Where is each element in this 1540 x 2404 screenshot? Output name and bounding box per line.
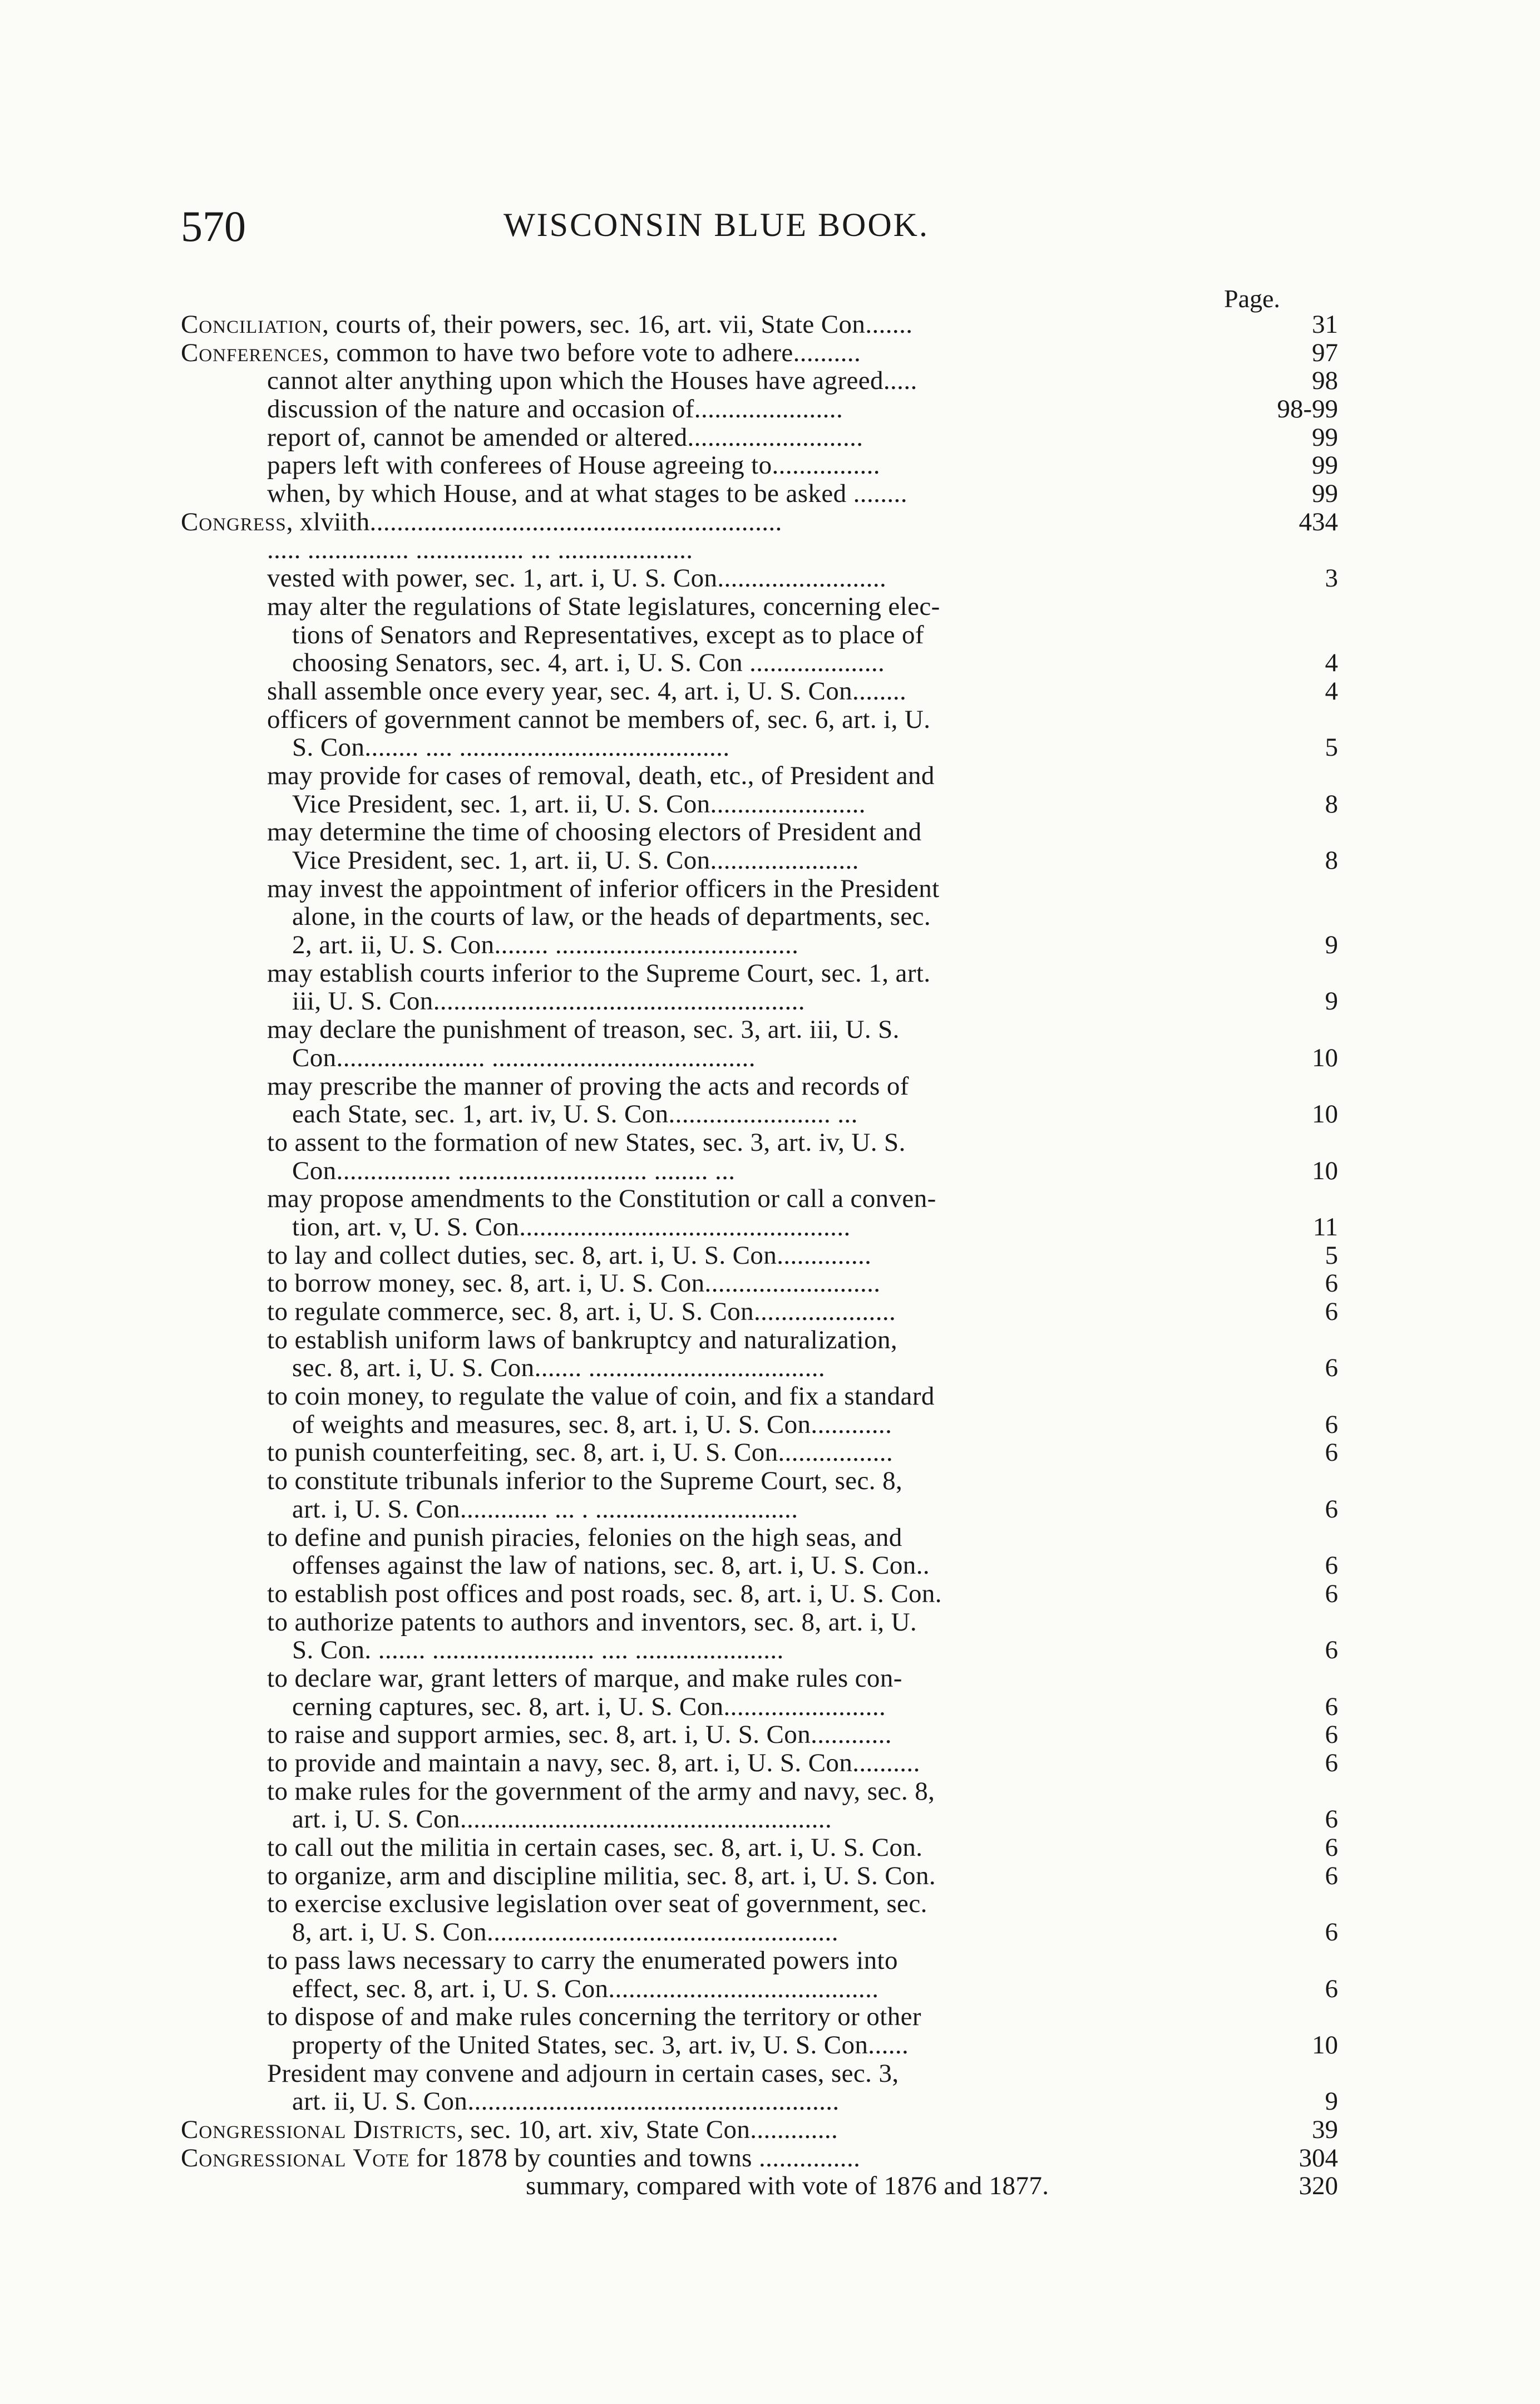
index-entry-text — [181, 1129, 1227, 1157]
index-entry-page: 6 — [1325, 1918, 1338, 1947]
index-entry-page: 9 — [1325, 2087, 1338, 2116]
index-entry — [181, 367, 1338, 395]
index-entry-body: to coin money, to regulate the value of coin, and fix a standard — [267, 1382, 935, 1411]
index-entry — [181, 1777, 1338, 1806]
index-entry — [181, 677, 1338, 706]
index-entry — [181, 1129, 1338, 1157]
index-entry — [181, 564, 1338, 593]
index-entry-text — [181, 508, 1227, 536]
index-entry — [181, 1862, 1338, 1890]
index-entry — [181, 1382, 1338, 1411]
index-entry-text — [181, 1326, 1227, 1354]
index-entry-text — [181, 395, 1227, 423]
index-entry-body: may establish courts inferior to the Supreme Court, sec. 1, art. — [267, 959, 931, 988]
index-entry-text — [181, 423, 1227, 452]
index-entry — [181, 1721, 1338, 1749]
index-entry-text — [181, 367, 1227, 395]
index-entry-page: 6 — [1325, 1720, 1338, 1750]
index-entry-text — [181, 1551, 1227, 1580]
index-entry-body: ..... ............... ................ ... .................... — [267, 536, 693, 565]
index-entry-text — [181, 1805, 1227, 1834]
index-entry-body: may propose amendments to the Constitution or call a conven- — [267, 1185, 936, 1213]
index-entries — [181, 311, 1338, 2200]
index-entry-body: Vice President, sec. 1, art. ii, U. S. Con...................... — [292, 846, 859, 875]
index-entry-text — [181, 2116, 1227, 2144]
page-header — [181, 201, 1294, 252]
index-entry-text — [181, 480, 1227, 508]
index-entry-text — [181, 706, 1227, 734]
index-entry-page: 8 — [1325, 846, 1338, 875]
index-entry-body: , common to have two before vote to adhere.......... — [323, 338, 861, 367]
index-entry-page: 6 — [1325, 1269, 1338, 1298]
index-entry-text — [181, 649, 1227, 677]
index-entry-page: 6 — [1325, 1297, 1338, 1327]
index-entry-text — [181, 2087, 1227, 2116]
index-entry-page: 10 — [1312, 1043, 1338, 1072]
index-entry-body: S. Con........ .... ........................................ — [292, 733, 730, 762]
index-entry-page: 6 — [1325, 1692, 1338, 1721]
index-entry-page: 434 — [1299, 507, 1338, 536]
index-entry-body: vested with power, sec. 1, art. i, U. S. Con......................... — [267, 564, 887, 593]
index-entry — [181, 846, 1338, 875]
index-entry-body: Vice President, sec. 1, art. ii, U. S. Con....................... — [292, 790, 866, 819]
index-entry-text — [181, 1100, 1227, 1129]
index-entry-text — [181, 1749, 1227, 1777]
index-entry — [181, 1580, 1338, 1608]
index-entry-text — [181, 875, 1227, 903]
index-entry-body: 2, art. ii, U. S. Con........ .................................... — [292, 931, 799, 959]
index-entry-heading: Congress — [181, 508, 287, 536]
index-entry-page: 98 — [1312, 366, 1338, 396]
index-entry-text — [181, 1608, 1227, 1637]
index-entry-text — [181, 339, 1227, 367]
index-entry-body: , xlviith............................................................. — [286, 508, 782, 536]
index-entry-body: , sec. 10, art. xiv, State Con............. — [457, 2115, 838, 2144]
index-entry-page: 6 — [1325, 1805, 1338, 1834]
index-entry-body: , courts of, their powers, sec. 16, art. vii, State Con....... — [322, 310, 913, 339]
index-entry — [181, 1693, 1338, 1721]
index-entry — [181, 339, 1338, 367]
index-entry-body: to raise and support armies, sec. 8, art. i, U. S. Con............ — [267, 1721, 892, 1750]
index-entry — [181, 2144, 1338, 2173]
index-entry — [181, 1524, 1338, 1552]
index-entry-page: 304 — [1299, 2143, 1338, 2173]
index-entry-body: to call out the militia in certain cases, sec. 8, art. i, U. S. Con. — [267, 1834, 923, 1862]
index-entry — [181, 1016, 1338, 1044]
index-entry-body: to constitute tribunals inferior to the Supreme Court, sec. 8, — [267, 1467, 903, 1495]
index-entry-body: to dispose of and make rules concerning the territory or other — [267, 2003, 921, 2031]
index-entry-body: may provide for cases of removal, death, etc., of President and — [267, 761, 935, 790]
index-entry-text — [181, 1834, 1227, 1862]
index-entry-text — [181, 1242, 1227, 1270]
index-entry — [181, 1918, 1338, 1947]
index-entry-heading: Congressional Districts — [181, 2115, 457, 2144]
index-entry-body: discussion of the nature and occasion of...................... — [267, 395, 843, 423]
index-entry-text — [181, 564, 1227, 593]
index-entry-page: 4 — [1325, 676, 1338, 706]
index-entry-page: 31 — [1312, 309, 1338, 339]
index-entry — [181, 2087, 1338, 2116]
index-entry — [181, 2172, 1338, 2200]
index-entry-body: each State, sec. 1, art. iv, U. S. Con........................ ... — [292, 1100, 858, 1129]
index-entry — [181, 1495, 1338, 1524]
index-entry-text — [181, 1947, 1227, 1975]
index-entry-text — [181, 987, 1227, 1016]
index-entry-text — [181, 2060, 1227, 2088]
index-entry-text — [181, 451, 1227, 480]
index-entry — [181, 931, 1338, 959]
index-entry-text — [181, 1721, 1227, 1749]
index-entry — [181, 1664, 1338, 1693]
index-entry-text — [181, 621, 1227, 649]
index-entry-body: offenses against the law of nations, sec. 8, art. i, U. S. Con.. — [292, 1551, 930, 1580]
index-entry-page: 8 — [1325, 789, 1338, 819]
index-entry-body: report of, cannot be amended or altered.......................... — [267, 423, 863, 452]
index-entry — [181, 1439, 1338, 1467]
index-entry — [181, 2003, 1338, 2031]
index-entry-text — [181, 762, 1227, 790]
index-entry-text — [181, 2172, 1227, 2200]
index-entry-text — [181, 2144, 1227, 2173]
index-entry — [181, 2116, 1338, 2144]
index-entry-page: 6 — [1325, 1579, 1338, 1608]
index-entry-body: summary, compared with vote of 1876 and 1877. — [526, 2172, 1049, 2201]
index-entry-page: 6 — [1325, 1635, 1338, 1665]
index-entry-body: to establish uniform laws of bankruptcy and naturalization, — [267, 1326, 898, 1354]
index-entry — [181, 536, 1338, 565]
index-entry-heading: Conciliation — [181, 310, 323, 339]
index-entry-text — [181, 1636, 1227, 1664]
index-entry — [181, 1213, 1338, 1242]
index-entry-page: 6 — [1325, 1410, 1338, 1439]
index-entry — [181, 508, 1338, 536]
index-entry-body: art. i, U. S. Con............. ... . .............................. — [292, 1495, 798, 1524]
index-entry-text — [181, 1467, 1227, 1495]
index-entry-page: 39 — [1312, 2115, 1338, 2144]
index-entry-body: S. Con. ....... ........................ .... ...................... — [292, 1636, 784, 1664]
index-entry — [181, 423, 1338, 452]
index-entry-body: tion, art. v, U. S. Con................................................. — [292, 1213, 851, 1242]
index-entry-text — [181, 903, 1227, 931]
index-entry — [181, 988, 1338, 1016]
index-entry-text — [181, 1524, 1227, 1552]
index-entry — [181, 1185, 1338, 1213]
index-entry-body: to borrow money, sec. 8, art. i, U. S. Con.......................... — [267, 1269, 881, 1298]
index-entry-page: 3 — [1325, 564, 1338, 593]
index-entry — [181, 1242, 1338, 1270]
index-entry — [181, 1749, 1338, 1777]
index-entry-heading: Conferences — [181, 338, 323, 367]
index-entry-body: Con................. ............................ ........ ... — [292, 1156, 736, 1185]
index-entry-body: may declare the punishment of treason, sec. 3, art. iii, U. S. — [267, 1016, 900, 1044]
index-entry-page: 6 — [1325, 1833, 1338, 1863]
index-entry-text — [181, 311, 1227, 339]
index-entry — [181, 1100, 1338, 1129]
index-entry-text — [181, 1354, 1227, 1382]
index-entry-body: iii, U. S. Con....................................................... — [292, 987, 805, 1016]
index-entry — [181, 1890, 1338, 1919]
index-entry-body: sec. 8, art. i, U. S. Con....... ................................... — [292, 1354, 826, 1383]
index-entry-body: to authorize patents to authors and inventors, sec. 8, art. i, U. — [267, 1608, 917, 1637]
index-entry-body: to define and punish piracies, felonies on the high seas, and — [267, 1523, 902, 1552]
index-entry — [181, 1467, 1338, 1495]
index-entry-heading: Congressional Vote — [181, 2144, 410, 2173]
index-entry-body: of weights and measures, sec. 8, art. i, U. S. Con............ — [292, 1410, 892, 1439]
index-entry-body: to punish counterfeiting, sec. 8, art. i, U. S. Con................. — [267, 1439, 894, 1467]
index-entry-text — [181, 1975, 1227, 2003]
index-entry-text — [181, 1495, 1227, 1524]
index-entry-page: 9 — [1325, 987, 1338, 1016]
index-entry — [181, 1608, 1338, 1637]
index-entry — [181, 1947, 1338, 1975]
index-entry-page: 4 — [1325, 648, 1338, 678]
index-entry — [181, 1072, 1338, 1101]
index-entry-page: 99 — [1312, 451, 1338, 480]
index-entry-body: alone, in the courts of law, or the heads of departments, sec. — [292, 903, 931, 932]
index-entry — [181, 875, 1338, 903]
index-entry-text — [181, 1298, 1227, 1326]
index-entry-text — [181, 1185, 1227, 1213]
index-entry-body: cerning captures, sec. 8, art. i, U. S. Con........................ — [292, 1692, 886, 1721]
index-entry-page: 5 — [1325, 1240, 1338, 1270]
index-entry-body: to declare war, grant letters of marque, and make rules con- — [267, 1664, 902, 1693]
index-entry-text — [181, 2031, 1227, 2060]
page-title: WISCONSIN BLUE BOOK. — [504, 206, 929, 243]
index-entry-page: 10 — [1312, 1100, 1338, 1129]
index-entry — [181, 1636, 1338, 1664]
index-entry-body: to regulate commerce, sec. 8, art. i, U. S. Con..................... — [267, 1298, 896, 1326]
index-entry-page: 5 — [1325, 733, 1338, 762]
index-entry — [181, 1269, 1338, 1298]
index-entry-page: 6 — [1325, 1494, 1338, 1524]
index-entry-body: tions of Senators and Representatives, except as to place of — [292, 620, 924, 649]
index-entry-text — [181, 1016, 1227, 1044]
index-entry-body: to lay and collect duties, sec. 8, art. i, U. S. Con.............. — [267, 1241, 872, 1270]
index-entry-page: 10 — [1312, 1156, 1338, 1185]
index-entry-text — [181, 1693, 1227, 1721]
index-entry-text — [181, 1411, 1227, 1439]
index-entry-page: 6 — [1325, 1974, 1338, 2003]
index-entry — [181, 706, 1338, 734]
index-entry-body: shall assemble once every year, sec. 4, art. i, U. S. Con........ — [267, 677, 907, 706]
index-entry-page: 10 — [1312, 2030, 1338, 2060]
index-entry-body: to assent to the formation of new States, sec. 3, art. iv, U. S. — [267, 1128, 906, 1157]
index-entry-page: 11 — [1312, 1212, 1338, 1242]
index-entry-body: President may convene and adjourn in certain cases, sec. 3, — [267, 2059, 899, 2088]
index-entry-text — [181, 1044, 1227, 1072]
index-entry — [181, 2031, 1338, 2060]
index-entry — [181, 2060, 1338, 2088]
index-entry-page: 320 — [1299, 2171, 1338, 2201]
index-entry-body: may alter the regulations of State legislatures, concerning elec- — [267, 592, 940, 621]
index-entry — [181, 818, 1338, 846]
index-entry-body: when, by which House, and at what stages to be asked ........ — [267, 480, 907, 508]
index-entry-body: officers of government cannot be members of, sec. 6, art. i, U. — [267, 705, 931, 734]
index-entry-body: effect, sec. 8, art. i, U. S. Con........................................ — [292, 1974, 879, 2003]
index-entry-text — [181, 593, 1227, 621]
index-entry-page: 99 — [1312, 479, 1338, 509]
index-entry — [181, 1326, 1338, 1354]
index-entry — [181, 593, 1338, 621]
index-entry-text — [181, 931, 1227, 959]
index-entry-body: art. i, U. S. Con....................................................... — [292, 1805, 832, 1834]
index-entry-text — [181, 677, 1227, 706]
index-entry-text — [181, 1269, 1227, 1298]
index-entry-page: 9 — [1325, 930, 1338, 960]
index-entry-body: to organize, arm and discipline militia, sec. 8, art. i, U. S. Con. — [267, 1861, 936, 1890]
index-entry-body: cannot alter anything upon which the Houses have agreed..... — [267, 367, 917, 396]
index-entry — [181, 1551, 1338, 1580]
index-entry — [181, 1298, 1338, 1326]
index-entry — [181, 1834, 1338, 1862]
index-entry — [181, 1411, 1338, 1439]
index-entry-body: property of the United States, sec. 3, art. iv, U. S. Con...... — [292, 2031, 909, 2060]
index-entry-text — [181, 1862, 1227, 1890]
index-entry — [181, 1157, 1338, 1185]
index-entry-text — [181, 1918, 1227, 1947]
index-entry-body: to provide and maintain a navy, sec. 8, art. i, U. S. Con.......... — [267, 1749, 920, 1777]
index-entry — [181, 762, 1338, 790]
index-entry-text — [181, 1157, 1227, 1185]
index-entry-body: to pass laws necessary to carry the enumerated powers into — [267, 1946, 898, 1975]
index-entry-body: for 1878 by counties and towns ............... — [409, 2144, 861, 2173]
index-entry-text — [181, 1439, 1227, 1467]
index-entry-page: 99 — [1312, 422, 1338, 452]
index-entry-body: to exercise exclusive legislation over seat of government, sec. — [267, 1890, 927, 1919]
index-entry — [181, 790, 1338, 819]
index-entry-body: may determine the time of choosing electors of President and — [267, 818, 922, 847]
index-entry-text — [181, 790, 1227, 819]
index-entry — [181, 395, 1338, 423]
index-entry-body: choosing Senators, sec. 4, art. i, U. S. Con .................... — [292, 649, 885, 677]
index-entry-text — [181, 1580, 1227, 1608]
index-entry-text — [181, 959, 1227, 988]
index-entry — [181, 480, 1338, 508]
index-entry — [181, 1354, 1338, 1382]
index-entry-text — [181, 1777, 1227, 1806]
index-entry — [181, 733, 1338, 762]
index-entry-text — [181, 818, 1227, 846]
index-entry-page: 6 — [1325, 1748, 1338, 1778]
index-entry — [181, 959, 1338, 988]
index-entry — [181, 903, 1338, 931]
index-entry-body: to make rules for the government of the army and navy, sec. 8, — [267, 1777, 935, 1806]
index-entry-page: 6 — [1325, 1861, 1338, 1890]
index-entry-body: art. ii, U. S. Con....................................................... — [292, 2087, 840, 2116]
index-entry-text — [181, 846, 1227, 875]
index-entry — [181, 1805, 1338, 1834]
index-entry-body: may invest the appointment of inferior officers in the President — [267, 874, 940, 903]
index-entry-text — [181, 1072, 1227, 1101]
index-entry — [181, 311, 1338, 339]
index-entry-body: 8, art. i, U. S. Con.................................................... — [292, 1918, 838, 1947]
index-entry-body: may prescribe the manner of proving the acts and records of — [267, 1072, 909, 1101]
index-entry — [181, 621, 1338, 649]
index-entry — [181, 1044, 1338, 1072]
index-entry-page: 6 — [1325, 1438, 1338, 1467]
index-entry-page: 98-99 — [1277, 395, 1338, 424]
index-entry-text — [181, 2003, 1227, 2031]
index-entry-text — [181, 536, 1227, 564]
index-entry-page: 97 — [1312, 338, 1338, 367]
index-entry-body: Con...................... ....................................... — [292, 1043, 756, 1072]
index-entry — [181, 1975, 1338, 2003]
index-entry-page: 6 — [1325, 1353, 1338, 1383]
page-column-label: Page. — [1224, 284, 1280, 313]
page-number: 570 — [181, 202, 246, 250]
index-entry-body: papers left with conferees of House agreeing to................ — [267, 451, 880, 480]
index-entry-text — [181, 1382, 1227, 1411]
index-entry-text — [181, 733, 1227, 762]
index-entry-text — [181, 1890, 1227, 1918]
index-entry-text — [181, 1213, 1227, 1242]
index-entry-body: to establish post offices and post roads, sec. 8, art. i, U. S. Con. — [267, 1579, 942, 1608]
index-entry-text — [181, 1664, 1227, 1693]
index-entry — [181, 451, 1338, 480]
index-entry-page: 6 — [1325, 1551, 1338, 1580]
index-entry — [181, 649, 1338, 677]
